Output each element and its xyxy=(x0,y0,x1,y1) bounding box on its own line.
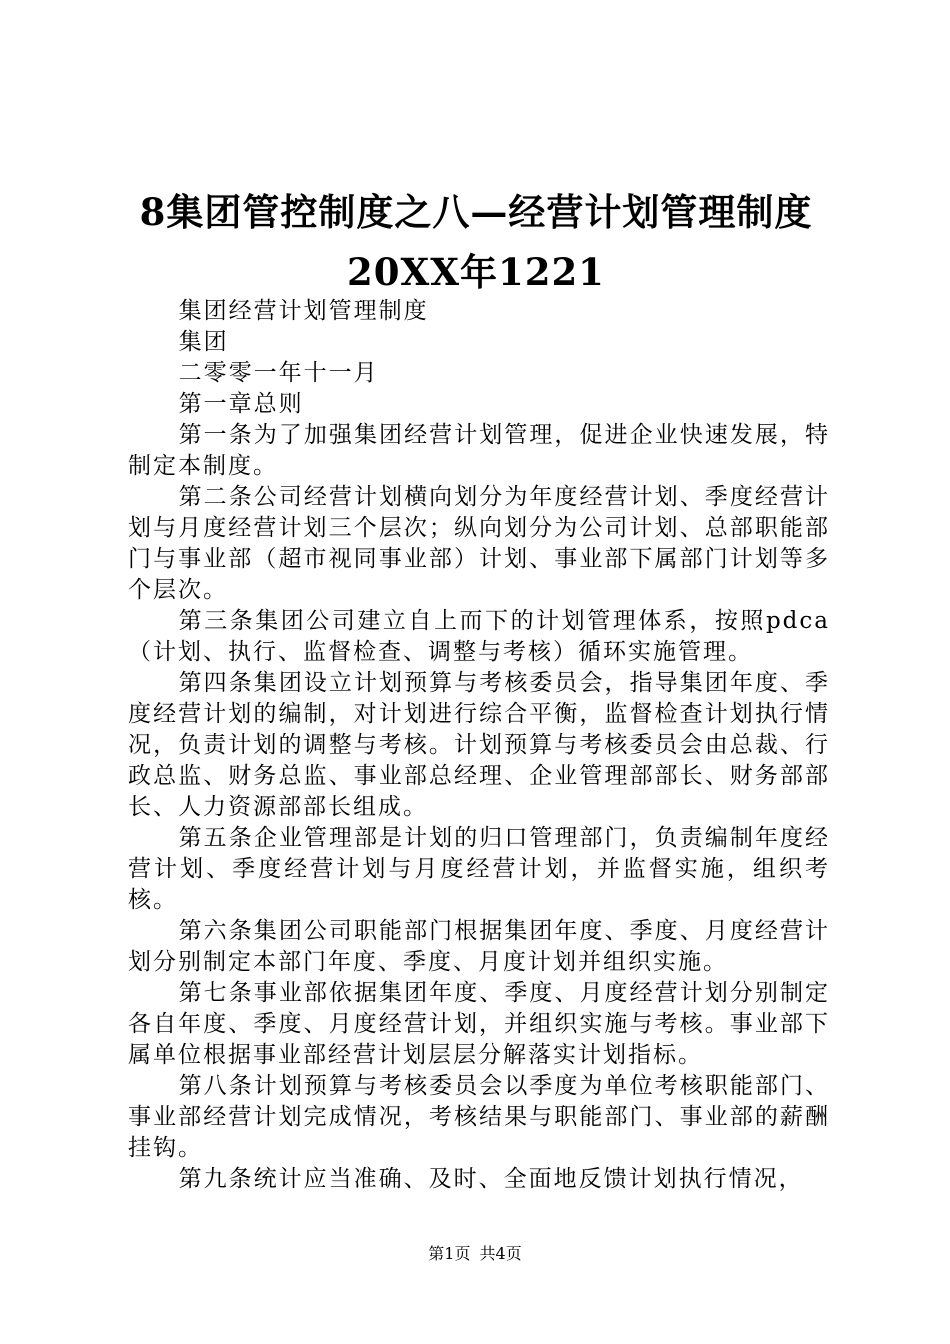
paragraph: 第一条为了加强集团经营计划管理，促进企业快速发展，特制定本制度。 xyxy=(128,422,830,479)
chapter-heading: 第一章总则 xyxy=(178,391,304,417)
paragraph: 第六条集团公司职能部门根据集团年度、季度、月度经营计划分别制定本部门年度、季度、月度计划并组织实施。 xyxy=(128,918,830,975)
paragraph: 第三条集团公司建立自上而下的计划管理体系，按照pdca（计划、执行、监督检查、调整与考核）循环实施管理。 xyxy=(128,608,830,665)
paragraph: 第四条集团设立计划预算与考核委员会，指导集团年度、季度经营计划的编制，对计划进行综合平衡，监督检查计划执行情况，负责计划的调整与考核。计划预算与考核委员会由总裁、行政总监、财务总监、事业部总经理、企业管理部部长、财务部部长、人力资源部部长组成。 xyxy=(128,670,830,820)
document-body xyxy=(128,296,830,1195)
paragraph: 集团经营计划管理制度 xyxy=(178,298,429,324)
paragraph: 集团 xyxy=(178,329,229,355)
paragraph: 第七条事业部依据集团年度、季度、月度经营计划分别制定各自年度、季度、月度经营计划，并组织实施与考核。事业部下属单位根据事业部经营计划层层分解落实计划指标。 xyxy=(128,980,830,1068)
paragraph: 第二条公司经营计划横向划分为年度经营计划、季度经营计划与月度经营计划三个层次；纵向划分为公司计划、总部职能部门与事业部（超市视同事业部）计划、事业部下属部门计划等多个层次。 xyxy=(128,484,830,603)
page-total: 共4页 xyxy=(479,1244,522,1263)
paragraph: 第九条统计应当准确、及时、全面地反馈计划执行情况， xyxy=(178,1166,804,1192)
page-number: 第1页 xyxy=(428,1244,471,1263)
paragraph: 二零零一年十一月 xyxy=(178,360,379,386)
document-title: 8集团管控制度之八—经营计划管理制度20XX年1221 xyxy=(139,190,813,294)
page-footer xyxy=(0,1244,950,1264)
paragraph: 第八条计划预算与考核委员会以季度为单位考核职能部门、事业部经营计划完成情况，考核结果与职能部门、事业部的薪酬挂钩。 xyxy=(128,1073,830,1161)
paragraph: 第五条企业管理部是计划的归口管理部门，负责编制年度经营计划、季度经营计划与月度经营计划，并监督实施，组织考核。 xyxy=(128,825,830,913)
